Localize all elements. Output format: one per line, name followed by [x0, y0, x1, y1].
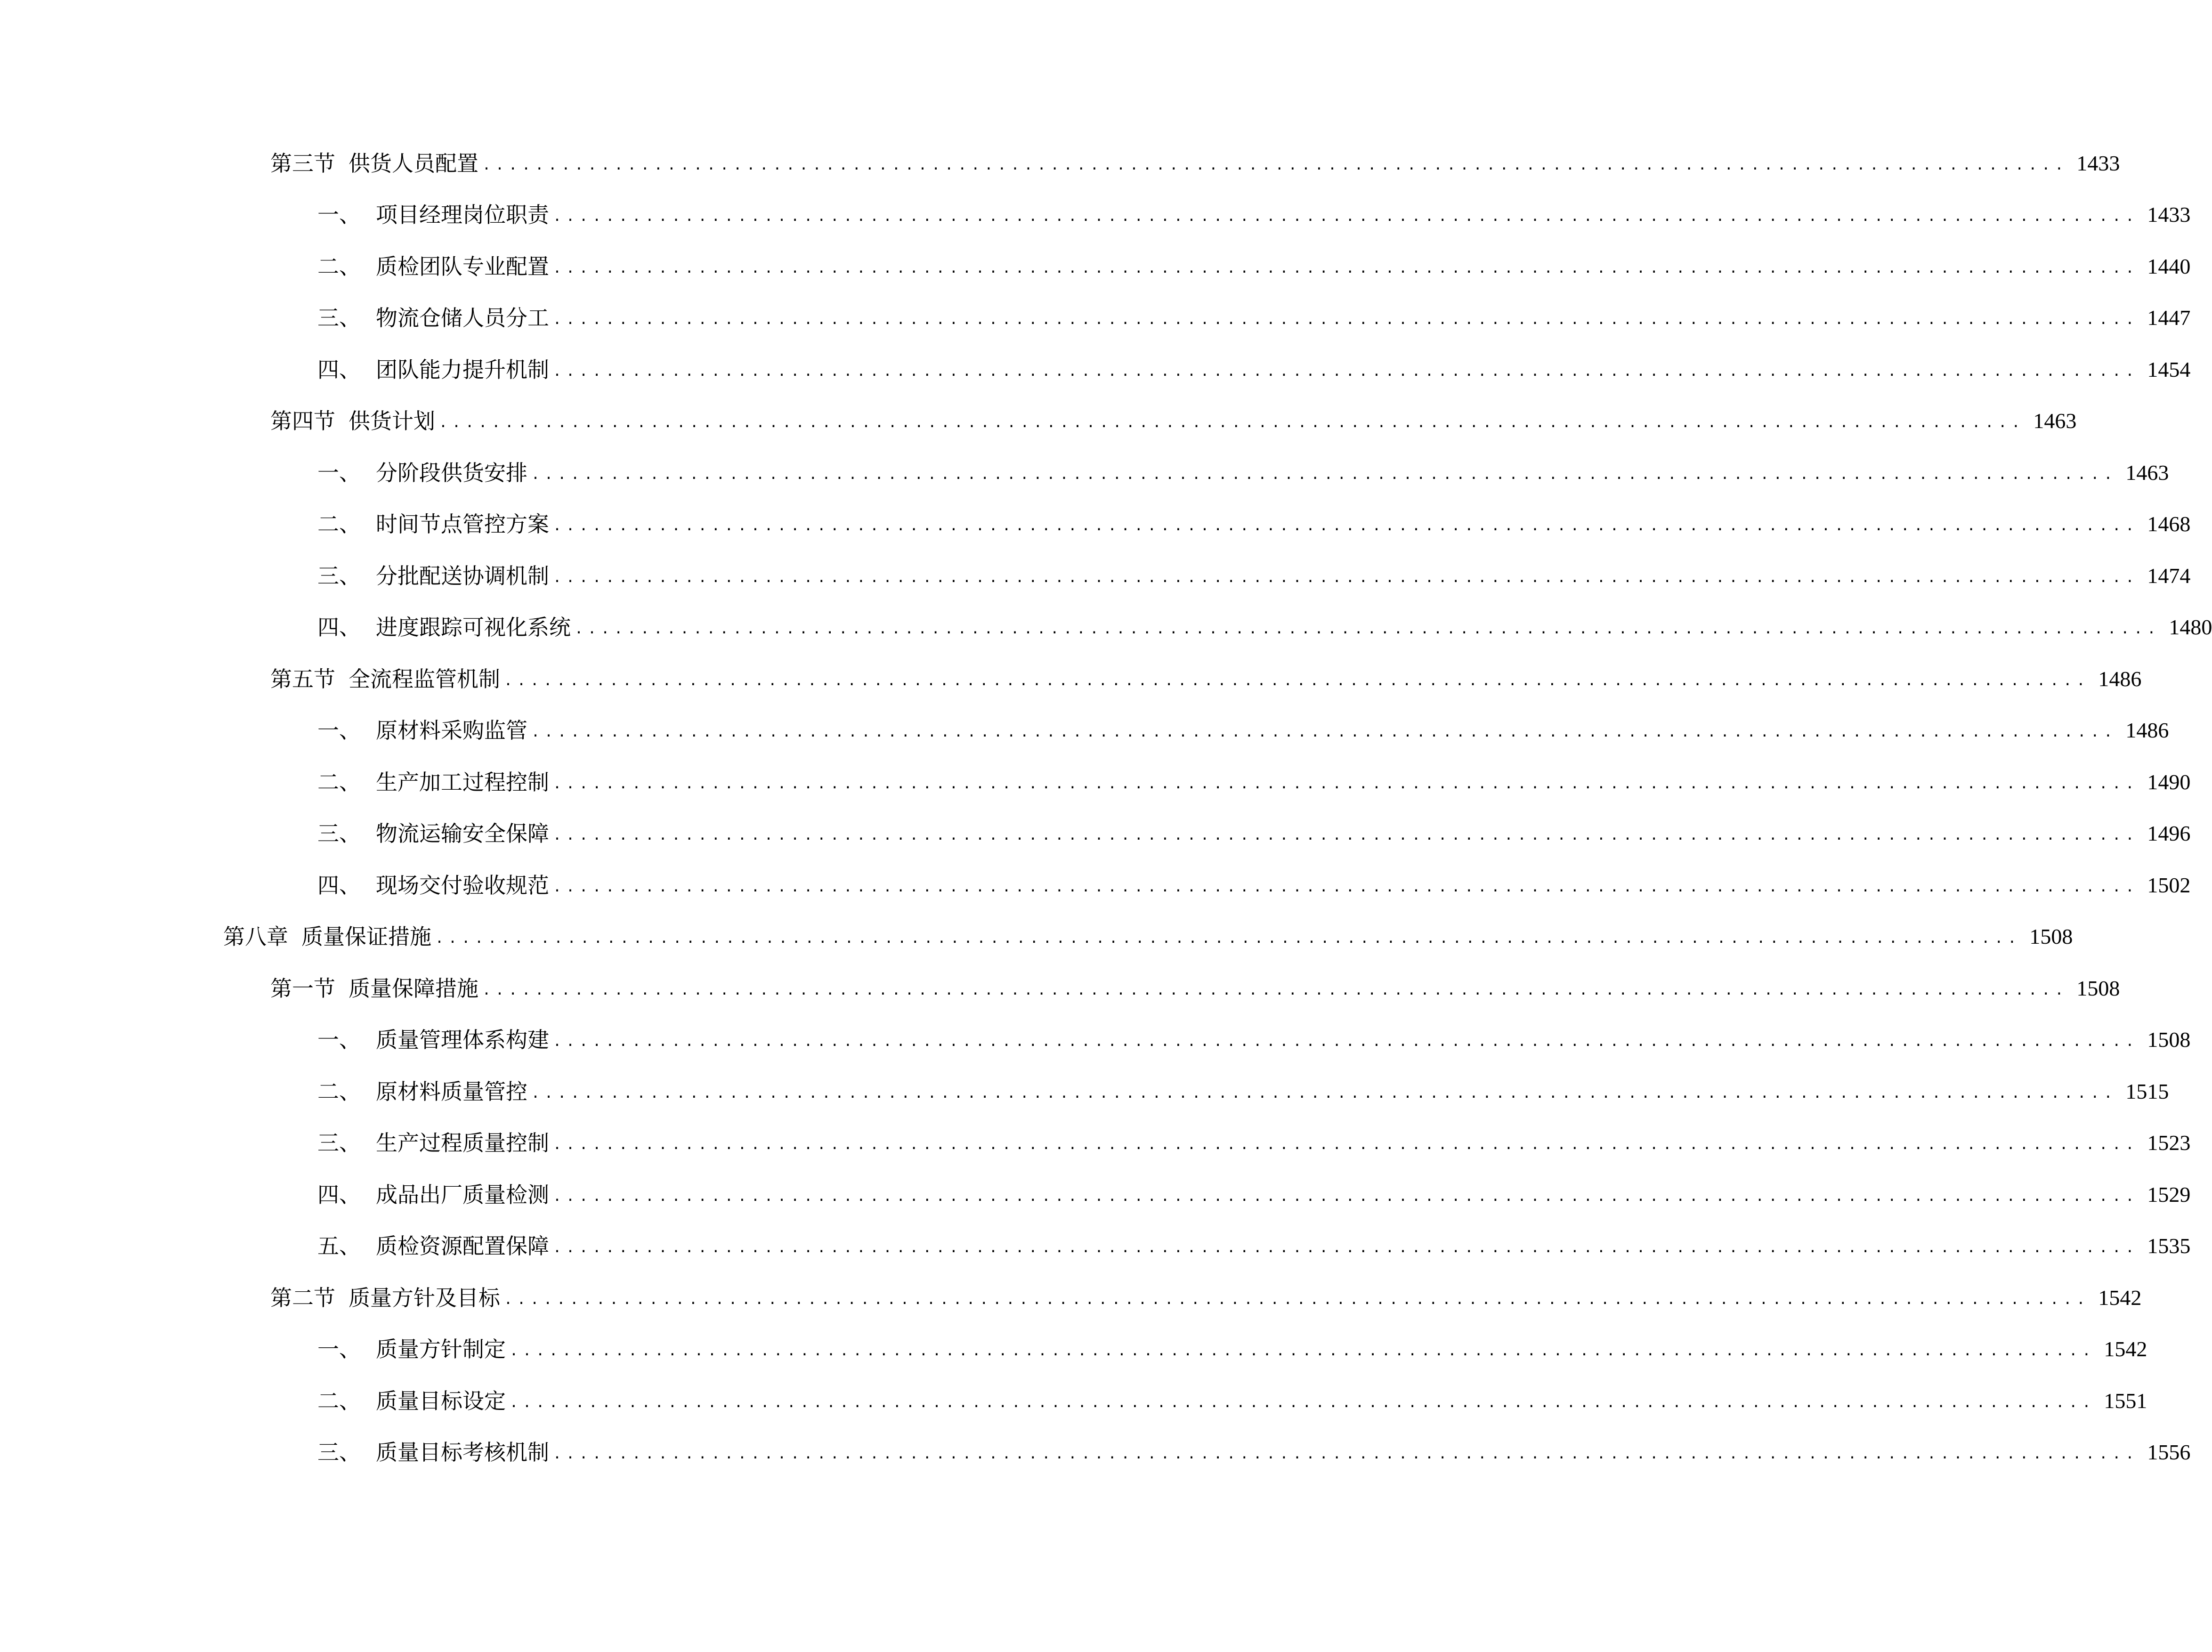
toc-entry-page-number: 1486: [2125, 718, 2169, 743]
dot-leader: ........................................................................................................................: [504, 1291, 2090, 1308]
dot-leader: ........................................................................................................................: [553, 1033, 2139, 1050]
toc-entry[interactable]: [0, 1169, 2191, 1221]
dot-leader: ........................................................................................................................: [553, 208, 2139, 225]
toc-entry-page-number: 1523: [2147, 1131, 2191, 1155]
toc-entry-number: 一、: [317, 1336, 361, 1362]
toc-entry-title: 供货人员配置: [348, 150, 478, 176]
toc-entry[interactable]: [0, 602, 2212, 654]
toc-entry-number: 三、: [317, 821, 361, 847]
toc-entry-page-number: 1551: [2104, 1388, 2147, 1413]
toc-entry-number: 二、: [317, 511, 361, 537]
dot-leader: ........................................................................................................................: [553, 775, 2139, 792]
toc-entry-title: 质量目标考核机制: [376, 1440, 549, 1466]
toc-entry-title: 质量目标设定: [376, 1388, 506, 1414]
toc-entry[interactable]: [0, 911, 2073, 963]
toc-entry-number: 三、: [317, 563, 361, 589]
toc-entry-title: 质检团队专业配置: [376, 253, 549, 279]
toc-entry-page-number: 1515: [2125, 1079, 2169, 1103]
dot-leader: ........................................................................................................................: [531, 466, 2117, 483]
toc-entry-page-number: 1447: [2147, 306, 2191, 330]
dot-leader: ........................................................................................................................: [553, 827, 2139, 844]
toc-entry-page-number: 1468: [2147, 512, 2191, 536]
toc-entry-number: 四、: [317, 615, 361, 640]
dot-leader: ........................................................................................................................: [553, 259, 2139, 276]
toc-entry[interactable]: [0, 859, 2191, 911]
toc-entry-number: 二、: [317, 1078, 361, 1104]
toc-entry-page-number: 1440: [2147, 254, 2191, 278]
toc-entry-number: 二、: [317, 769, 361, 795]
toc-entry-page-number: 1502: [2147, 873, 2191, 897]
toc-entry[interactable]: [0, 1427, 2191, 1479]
toc-entry-prefix: 第五节: [270, 666, 335, 692]
toc-entry-page-number: 1486: [2098, 666, 2142, 691]
toc-entry-title: 质量方针制定: [376, 1336, 506, 1362]
toc-entry-page-number: 1433: [2076, 151, 2120, 175]
toc-entry-number: 二、: [317, 1388, 361, 1414]
toc-entry[interactable]: [0, 396, 2077, 447]
toc-entry-title: 生产加工过程控制: [376, 769, 549, 795]
toc-entry-number: 三、: [317, 1440, 361, 1466]
toc-entry-page-number: 1463: [2033, 409, 2077, 433]
dot-leader: ........................................................................................................................: [531, 724, 2117, 741]
toc-entry-page-number: 1529: [2147, 1182, 2191, 1207]
toc-entry-number: 一、: [317, 1027, 361, 1053]
toc-entry-title: 质量管理体系构建: [376, 1027, 549, 1053]
toc-entry-number: 四、: [317, 1182, 361, 1207]
toc-entry-number: 一、: [317, 202, 361, 228]
toc-entry-page-number: 1508: [2076, 976, 2120, 1000]
toc-entry-page-number: 1508: [2029, 924, 2073, 949]
toc-entry-page-number: 1496: [2147, 821, 2191, 846]
toc-entry-page-number: 1490: [2147, 769, 2191, 794]
toc-entry-page-number: 1433: [2147, 202, 2191, 227]
dot-leader: ........................................................................................................................: [553, 878, 2139, 895]
dot-leader: ........................................................................................................................: [553, 1188, 2139, 1205]
dot-leader: ........................................................................................................................: [510, 1394, 2096, 1411]
toc-entry-title: 原材料采购监管: [376, 718, 527, 744]
toc-entry[interactable]: [0, 653, 2142, 705]
toc-entry-page-number: 1480: [2169, 615, 2212, 640]
toc-entry-title: 质量保障措施: [348, 975, 478, 1001]
dot-leader: ........................................................................................................................: [531, 1085, 2117, 1101]
dot-leader: ........................................................................................................................: [504, 672, 2090, 689]
toc-entry-number: 三、: [317, 1130, 361, 1156]
toc-entry-page-number: 1508: [2147, 1028, 2191, 1052]
dot-leader: ........................................................................................................................: [553, 1446, 2139, 1463]
dot-leader: ........................................................................................................................: [435, 930, 2021, 947]
toc-entry-title: 质量保证措施: [301, 924, 431, 950]
dot-leader: ........................................................................................................................: [553, 1136, 2139, 1153]
dot-leader: ........................................................................................................................: [575, 621, 2161, 638]
dot-leader: ........................................................................................................................: [439, 414, 2025, 431]
toc-entry-page-number: 1454: [2147, 357, 2191, 381]
toc-entry[interactable]: [0, 963, 2120, 1014]
toc-entry[interactable]: [0, 756, 2191, 808]
toc-entry-title: 团队能力提升机制: [376, 356, 549, 382]
toc-entry[interactable]: [0, 808, 2191, 860]
toc-entry-title: 成品出厂质量检测: [376, 1182, 549, 1207]
toc-entry[interactable]: [0, 241, 2191, 292]
toc-entry[interactable]: [0, 447, 2169, 499]
dot-leader: ........................................................................................................................: [553, 518, 2139, 534]
toc-entry[interactable]: [0, 292, 2191, 344]
toc-entry-title: 供货计划: [348, 408, 435, 434]
toc-entry-title: 生产过程质量控制: [376, 1130, 549, 1156]
toc-entry[interactable]: [0, 1066, 2169, 1118]
toc-entry-number: 三、: [317, 305, 361, 331]
toc-entry-title: 时间节点管控方案: [376, 511, 549, 537]
toc-entry-page-number: 1542: [2104, 1337, 2147, 1361]
toc-entry[interactable]: [0, 499, 2191, 551]
toc-entry-title: 现场交付验收规范: [376, 872, 549, 898]
dot-leader: ........................................................................................................................: [553, 363, 2139, 380]
toc-entry-number: 四、: [317, 356, 361, 382]
toc-entry-title: 分批配送协调机制: [376, 563, 549, 589]
toc-entry[interactable]: [0, 1118, 2191, 1169]
dot-leader: ........................................................................................................................: [510, 1343, 2096, 1360]
toc-entry-page-number: 1542: [2098, 1285, 2142, 1310]
toc-entry-title: 物流仓储人员分工: [376, 305, 549, 331]
toc-entry-prefix: 第三节: [270, 150, 335, 176]
toc-entry[interactable]: [0, 1324, 2147, 1376]
dot-leader: ........................................................................................................................: [553, 311, 2139, 328]
toc-entry-title: 分阶段供货安排: [376, 460, 527, 486]
toc-entry-title: 原材料质量管控: [376, 1078, 527, 1104]
toc-entry[interactable]: [0, 1014, 2191, 1066]
toc-entry-number: 一、: [317, 460, 361, 486]
toc-entry-page-number: 1556: [2147, 1440, 2191, 1465]
toc-entry-prefix: 第八章: [223, 924, 288, 950]
toc-entry-title: 项目经理岗位职责: [376, 202, 549, 228]
dot-leader: ........................................................................................................................: [482, 981, 2068, 998]
toc-entry[interactable]: [0, 138, 2120, 189]
dot-leader: ........................................................................................................................: [553, 1239, 2139, 1256]
toc-entry-number: 五、: [317, 1233, 361, 1259]
toc-entry-title: 质量方针及目标: [348, 1285, 500, 1311]
toc-entry-title: 全流程监管机制: [348, 666, 500, 692]
toc-entry-title: 进度跟踪可视化系统: [376, 615, 571, 640]
toc-entry-page-number: 1535: [2147, 1234, 2191, 1258]
toc-entry[interactable]: [0, 1272, 2142, 1324]
toc-entry-number: 二、: [317, 253, 361, 279]
dot-leader: ........................................................................................................................: [482, 156, 2068, 173]
toc-entry-prefix: 第一节: [270, 975, 335, 1001]
toc-entry[interactable]: [0, 1221, 2191, 1272]
toc-entry[interactable]: [0, 705, 2169, 757]
table-of-contents: [0, 138, 2212, 1478]
toc-entry[interactable]: [0, 344, 2191, 396]
dot-leader: ........................................................................................................................: [553, 569, 2139, 586]
toc-entry-page-number: 1463: [2125, 460, 2169, 485]
toc-entry-title: 物流运输安全保障: [376, 821, 549, 847]
toc-entry-number: 一、: [317, 718, 361, 744]
toc-entry-page-number: 1474: [2147, 563, 2191, 588]
toc-entry[interactable]: [0, 189, 2191, 241]
toc-entry[interactable]: [0, 550, 2191, 602]
toc-entry-prefix: 第二节: [270, 1285, 335, 1311]
toc-entry-prefix: 第四节: [270, 408, 335, 434]
toc-entry-number: 四、: [317, 872, 361, 898]
toc-entry[interactable]: [0, 1375, 2147, 1427]
toc-entry-title: 质检资源配置保障: [376, 1233, 549, 1259]
